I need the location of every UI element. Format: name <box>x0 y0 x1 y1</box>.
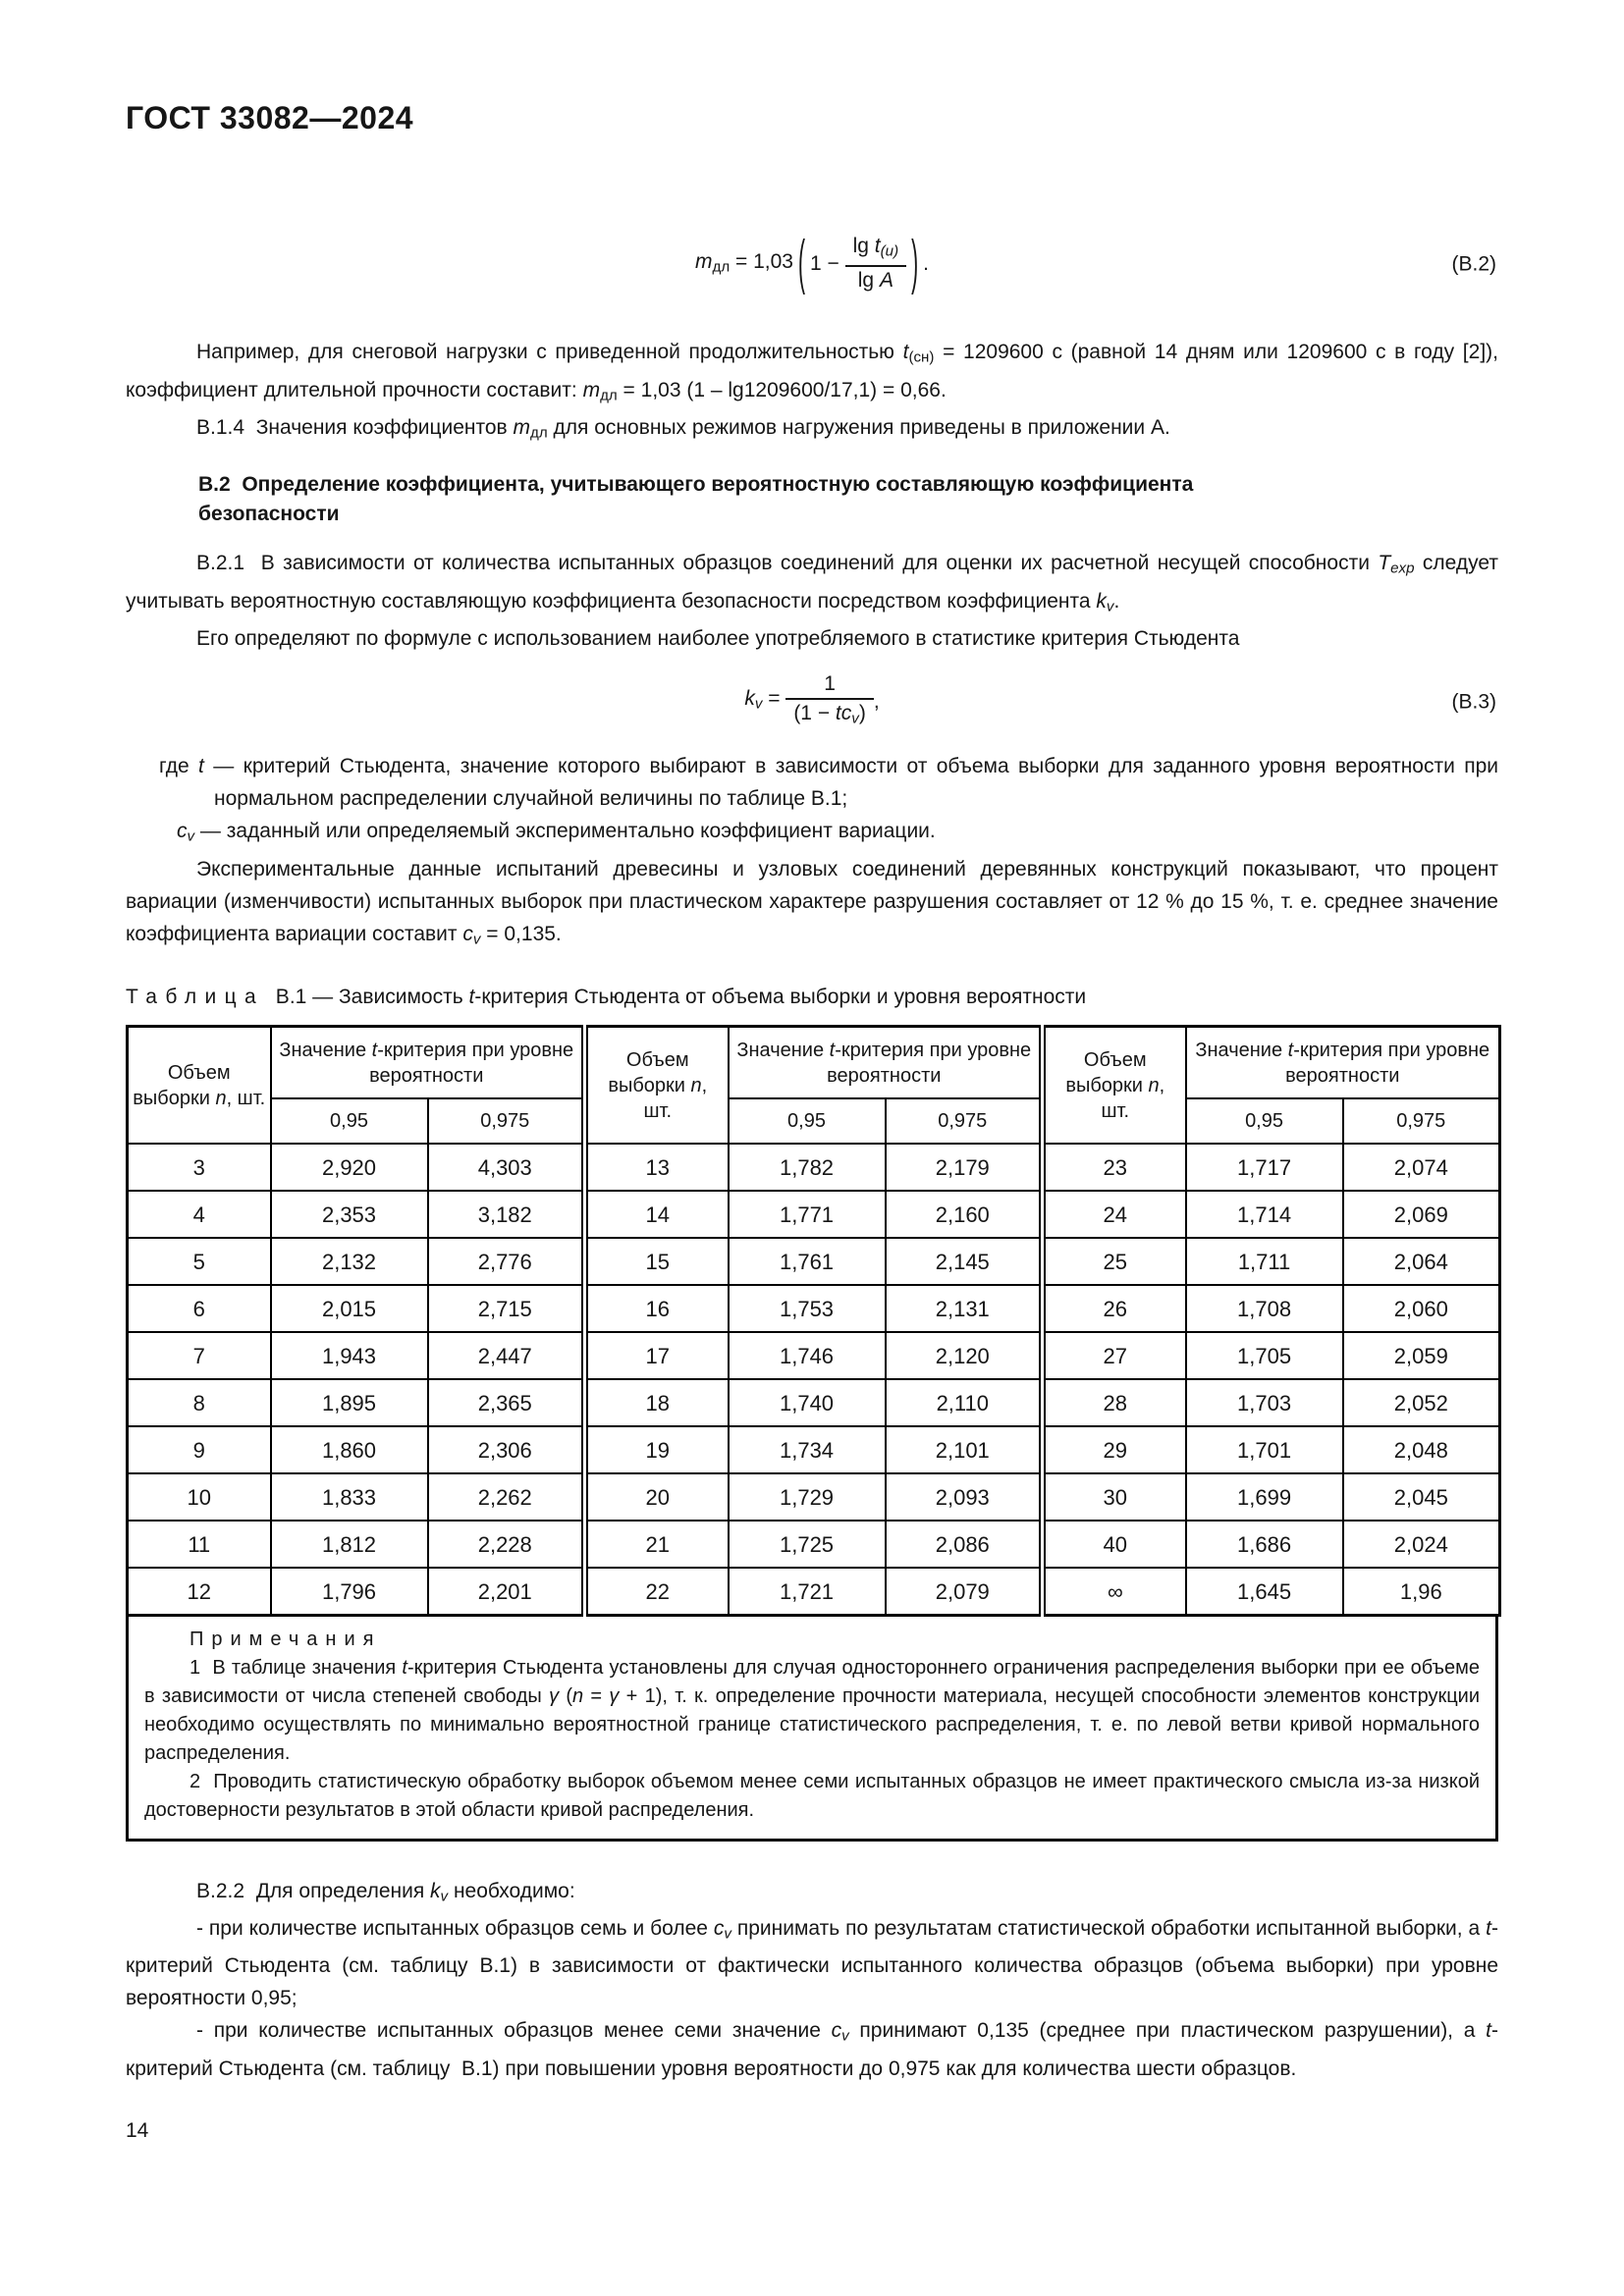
t-value-cell: 1,812 <box>271 1521 428 1568</box>
t-value-cell: 1,711 <box>1186 1238 1343 1285</box>
col-header-p975: 0,975 <box>886 1098 1043 1144</box>
sample-size-cell: 9 <box>128 1426 271 1473</box>
formula-b2-period: . <box>923 252 929 276</box>
t-value-cell: 2,079 <box>886 1568 1043 1615</box>
t-value-cell: 1,734 <box>729 1426 886 1473</box>
t-value-cell: 2,132 <box>271 1238 428 1285</box>
table-row <box>128 1521 1500 1568</box>
t-value-cell: 2,715 <box>428 1285 585 1332</box>
formula-b3-expression <box>744 670 879 732</box>
table-caption: Таблица В.1 — Зависимость t-критерия Стьюдента от объема выборки и уровня вероятности <box>126 985 1087 1008</box>
paragraph-b14: В.1.4 Значения коэффициентов $m_{дл}$ для основных режимов нагружения приведены в приложении А. <box>196 415 1170 442</box>
sample-size-cell: 25 <box>1043 1238 1186 1285</box>
sample-size-cell: 13 <box>585 1144 729 1191</box>
notes-title-text: Примечания <box>189 1628 382 1650</box>
t-value-cell: 1,686 <box>1186 1521 1343 1568</box>
t-value-cell: 2,306 <box>428 1426 585 1473</box>
t-value-cell: 2,086 <box>886 1521 1043 1568</box>
t-value-cell: 2,110 <box>886 1379 1043 1426</box>
table-notes <box>126 1617 1498 1842</box>
t-value-cell: 2,059 <box>1343 1332 1500 1379</box>
t-value-cell: 2,060 <box>1343 1285 1500 1332</box>
fraction-numerator: 1 <box>824 671 836 695</box>
table-row <box>128 1426 1500 1473</box>
t-value-cell: 1,943 <box>271 1332 428 1379</box>
t-value-cell: 1,771 <box>729 1191 886 1238</box>
where-item-t: где t — критерий Стьюдента, значение которого выбирают в зависимости от объема выборки для заданного уровня вероятности при нормальном распределении случайной величины по таблице В.1; <box>159 755 1498 811</box>
col-header-t-value: Значение t-критерия при уровне вероятности <box>271 1026 585 1098</box>
sample-size-cell: 18 <box>585 1379 729 1426</box>
notes-title <box>189 1625 1480 1654</box>
t-value-cell: 1,753 <box>729 1285 886 1332</box>
document-page <box>126 101 1498 2147</box>
t-value-cell: 1,703 <box>1186 1379 1343 1426</box>
t-value-cell: 1,729 <box>729 1473 886 1521</box>
t-value-cell: 1,699 <box>1186 1473 1343 1521</box>
col-header-p95: 0,95 <box>1186 1098 1343 1144</box>
table-row <box>128 1332 1500 1379</box>
formula-b2-label: (В.2) <box>1451 252 1496 276</box>
table-row <box>128 1191 1500 1238</box>
paragraph-formula-intro: Его определяют по формуле с использованием наиболее употребляемого в статистике критерия Стьюдента <box>196 626 1240 650</box>
fraction-denominator: (1 − tcv) <box>785 698 874 732</box>
formula-b2-expression <box>695 231 929 297</box>
t-value-cell: 2,179 <box>886 1144 1043 1191</box>
sample-size-cell: 12 <box>128 1568 271 1615</box>
t-value-cell: 1,796 <box>271 1568 428 1615</box>
t-value-cell: 2,069 <box>1343 1191 1500 1238</box>
t-value-cell: 2,024 <box>1343 1521 1500 1568</box>
sample-size-cell: 15 <box>585 1238 729 1285</box>
col-header-p975: 0,975 <box>428 1098 585 1144</box>
t-value-cell: 1,725 <box>729 1521 886 1568</box>
t-value-cell: 2,101 <box>886 1426 1043 1473</box>
right-paren: ) <box>911 231 919 297</box>
t-value-cell: 1,714 <box>1186 1191 1343 1238</box>
t-value-cell: 2,093 <box>886 1473 1043 1521</box>
t-value-cell: 1,708 <box>1186 1285 1343 1332</box>
table-row <box>128 1473 1500 1521</box>
t-value-cell: 2,145 <box>886 1238 1043 1285</box>
sample-size-cell: 27 <box>1043 1332 1186 1379</box>
sample-size-cell: 20 <box>585 1473 729 1521</box>
t-value-cell: 2,131 <box>886 1285 1043 1332</box>
fraction-numerator: lg t(u) <box>852 235 899 260</box>
note-1: 1 В таблице значения t-критерия Стьюдента установлены для случая одностороннего ограничения распределения выборки при ее объеме в зависимости от числа степеней свободы γ (n = γ + 1), т. к. определение прочности материала, несущей способности элементов конструкции необходимо осуществлять по минимально вероятностной границе статистического распределения, т. е. по левой ветви кривой нормального распределения. <box>144 1656 1481 1764</box>
table-header-row-2 <box>128 1098 1500 1144</box>
formula-b2 <box>126 231 1498 297</box>
t-value-cell: 1,645 <box>1186 1568 1343 1615</box>
t-value-cell: 2,776 <box>428 1238 585 1285</box>
formula-b3-label: (В.3) <box>1451 690 1496 714</box>
paragraph-b22-item2: - при количестве испытанных образцов менее семи значение cv принимают 0,135 (среднее при пластическом разрушении), а t-критерий Стьюдента (см. таблицу В.1) при повышении уровня вероятности до 0,975 как для количества шести образцов. <box>126 2019 1498 2080</box>
table-header-row-1 <box>128 1026 1500 1098</box>
table-row <box>128 1379 1500 1426</box>
t-value-cell: 2,052 <box>1343 1379 1500 1426</box>
paragraph-experimental: Экспериментальные данные испытаний древесины и узловых соединений деревянных конструкций показывают, что процент вариации (изменчивости) испытанных выборок при пластическом характере разрушения составляет от 12 % до 15 %, т. е. среднее значение коэффициента вариации составит cv = 0,135. <box>126 857 1498 947</box>
col-header-p95: 0,95 <box>271 1098 428 1144</box>
table-row <box>128 1238 1500 1285</box>
col-header-p975: 0,975 <box>1343 1098 1500 1144</box>
t-value-cell: 2,353 <box>271 1191 428 1238</box>
note-2: 2 Проводить статистическую обработку выборок объемом менее семи испытанных образцов не имеет практического смысла из-за низкой достоверности результатов в этой области кривой распределения. <box>144 1770 1480 1821</box>
t-value-cell: 1,740 <box>729 1379 886 1426</box>
sample-size-cell: 16 <box>585 1285 729 1332</box>
sample-size-cell: 5 <box>128 1238 271 1285</box>
t-value-cell: 2,365 <box>428 1379 585 1426</box>
formula-b3-comma: , <box>873 690 880 714</box>
sample-size-cell: ∞ <box>1043 1568 1186 1615</box>
t-value-cell: 1,833 <box>271 1473 428 1521</box>
sample-size-cell: 7 <box>128 1332 271 1379</box>
t-value-cell: 2,262 <box>428 1473 585 1521</box>
left-paren: ( <box>797 231 805 297</box>
t-value-cell: 2,045 <box>1343 1473 1500 1521</box>
sample-size-cell: 24 <box>1043 1191 1186 1238</box>
t-value-cell: 1,717 <box>1186 1144 1343 1191</box>
t-value-cell: 4,303 <box>428 1144 585 1191</box>
t-value-cell: 2,228 <box>428 1521 585 1568</box>
fraction-denominator: lg A <box>845 265 907 294</box>
t-value-cell: 1,96 <box>1343 1568 1500 1615</box>
sample-size-cell: 28 <box>1043 1379 1186 1426</box>
formula-b2-pre: 1 − <box>809 252 845 276</box>
col-header-sample-size: Объем выборки n, шт. <box>1043 1026 1186 1144</box>
sample-size-cell: 11 <box>128 1521 271 1568</box>
t-value-cell: 1,705 <box>1186 1332 1343 1379</box>
table-row <box>128 1144 1500 1191</box>
sample-size-cell: 19 <box>585 1426 729 1473</box>
paragraph-example: Например, для снеговой нагрузки с приведенной продолжительностью $t_{(сн)} = 1209600$ с (равной 14 дням или 1209600 с в году [2]), коэффициент длительной прочности составит: $m_{дл} = 1,03$ (1 – lg1209600/17,1) = 0,66. <box>126 341 1498 403</box>
sample-size-cell: 22 <box>585 1568 729 1615</box>
formula-b3 <box>126 670 1498 732</box>
t-value-cell: 3,182 <box>428 1191 585 1238</box>
sample-size-cell: 10 <box>128 1473 271 1521</box>
table-row <box>128 1568 1500 1615</box>
t-value-cell: 1,761 <box>729 1238 886 1285</box>
t-table-body <box>128 1144 1500 1615</box>
paragraph-b22-intro: В.2.2 Для определения kv необходимо: <box>196 1879 575 1905</box>
col-header-t-value: Значение t-критерия при уровне вероятности <box>1186 1026 1500 1098</box>
sample-size-cell: 6 <box>128 1285 271 1332</box>
page-number: 14 <box>126 2118 149 2142</box>
t-value-cell: 1,782 <box>729 1144 886 1191</box>
where-item-cv: cv — заданный или определяемый экспериментально коэффициент вариации. <box>177 820 936 845</box>
t-value-cell: 2,064 <box>1343 1238 1500 1285</box>
col-header-sample-size: Объем выборки n, шт. <box>585 1026 729 1144</box>
t-value-cell: 1,895 <box>271 1379 428 1426</box>
t-value-cell: 2,048 <box>1343 1426 1500 1473</box>
sample-size-cell: 14 <box>585 1191 729 1238</box>
t-value-cell: 2,447 <box>428 1332 585 1379</box>
paragraph-b22-item1: - при количестве испытанных образцов семь и более cv принимать по результатам статистической обработки испытанной выборки, а t-критерий Стьюдента (см. таблицу В.1) в зависимости от фактически испытанного количества образцов (объема выборки) при уровне вероятности 0,95; <box>126 1917 1498 2010</box>
sample-size-cell: 40 <box>1043 1521 1186 1568</box>
formula-b3-lhs: kv = <box>744 687 786 713</box>
formula-b2-lhs: $m_{дл} = 1,03$ <box>695 249 793 275</box>
sample-size-cell: 30 <box>1043 1473 1186 1521</box>
t-value-cell: 1,860 <box>271 1426 428 1473</box>
sample-size-cell: 21 <box>585 1521 729 1568</box>
sample-size-cell: 3 <box>128 1144 271 1191</box>
t-value-cell: 2,120 <box>886 1332 1043 1379</box>
t-value-cell: 1,721 <box>729 1568 886 1615</box>
t-value-cell: 1,746 <box>729 1332 886 1379</box>
t-criterion-table <box>126 1025 1501 1617</box>
section-heading-b2: В.2 Определение коэффициента, учитывающего вероятностную составляющую коэффициента безопасности <box>198 473 1194 526</box>
t-value-cell: 2,920 <box>271 1144 428 1191</box>
fraction <box>845 233 907 294</box>
sample-size-cell: 4 <box>128 1191 271 1238</box>
col-header-t-value: Значение t-критерия при уровне вероятности <box>729 1026 1043 1098</box>
sample-size-cell: 29 <box>1043 1426 1186 1473</box>
document-code: ГОСТ 33082—2024 <box>126 100 414 135</box>
where-clause <box>126 750 1498 852</box>
col-header-p95: 0,95 <box>729 1098 886 1144</box>
t-value-cell: 1,701 <box>1186 1426 1343 1473</box>
paragraph-b21: В.2.1 В зависимости от количества испытанных образцов соединений для оценки их расчетной несущей способности Texp следует учитывать вероятностную составляющую коэффициента безопасности посредством коэффициента kv. <box>126 552 1498 614</box>
t-value-cell: 2,015 <box>271 1285 428 1332</box>
sample-size-cell: 8 <box>128 1379 271 1426</box>
col-header-sample-size: Объем выборки n, шт. <box>128 1026 271 1144</box>
sample-size-cell: 26 <box>1043 1285 1186 1332</box>
t-value-cell: 2,074 <box>1343 1144 1500 1191</box>
fraction <box>785 670 874 732</box>
sample-size-cell: 17 <box>585 1332 729 1379</box>
t-value-cell: 2,201 <box>428 1568 585 1615</box>
table-row <box>128 1285 1500 1332</box>
t-value-cell: 2,160 <box>886 1191 1043 1238</box>
sample-size-cell: 23 <box>1043 1144 1186 1191</box>
